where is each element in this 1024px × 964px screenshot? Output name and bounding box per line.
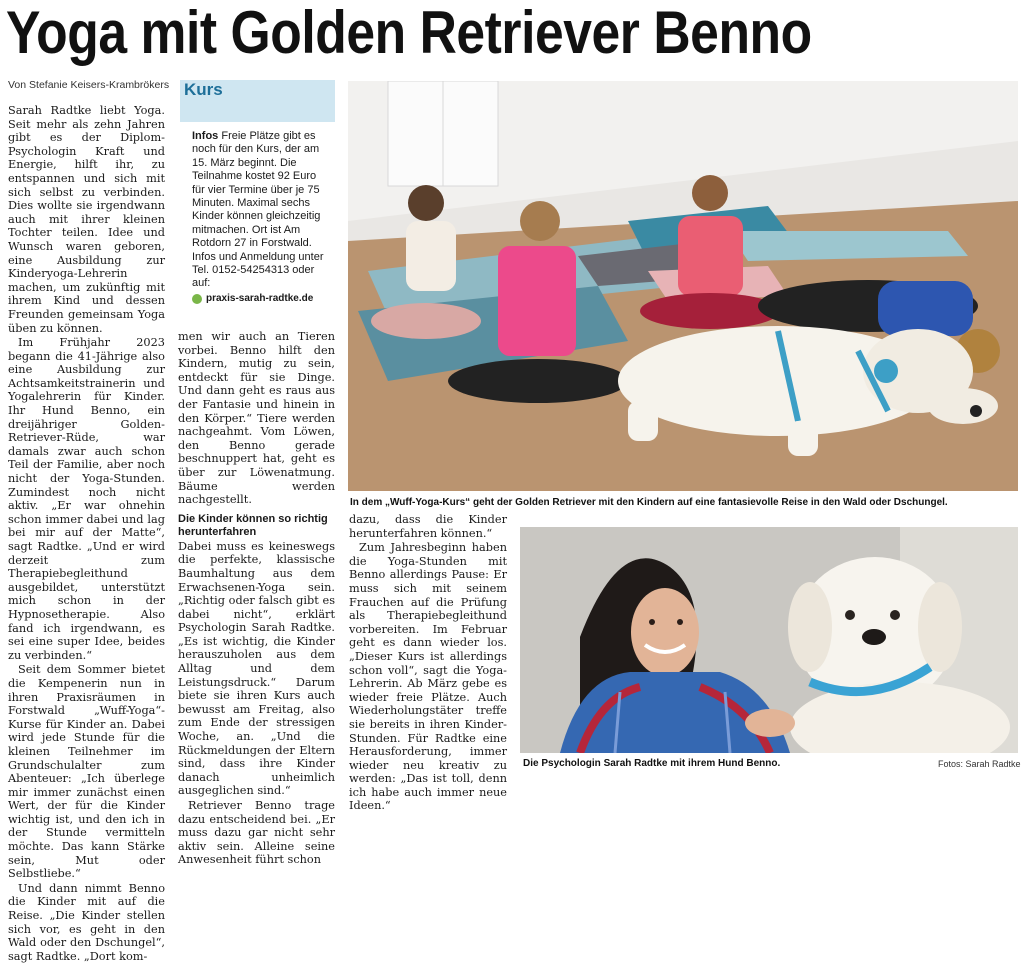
paragraph: Retriever Benno trage dazu entscheidend bei. „Er muss dazu gar nicht sehr aktiv sein. Alleine seine Anwesenheit führt schon — [178, 799, 335, 867]
article-column-2 — [178, 330, 335, 868]
photo-kids-yoga-image — [348, 81, 1018, 491]
kurs-lead: Infos — [192, 130, 219, 142]
paragraph: men wir auch an Tieren vorbei. Benno hilft den Kindern, mutig zu sein, entdeckt für sie Dinge. Und dann geht es raus aus der Fantasie und hinein in den Körper.“ Tiere werden nachgeahmt. Vom Löwen, den Benno gerade beschnuppert hat, geht es über zur Löwenatmung. Bäume werden nachgestellt. — [178, 330, 335, 507]
photo-caption-2: Die Psychologin Sarah Radtke mit ihrem Hund Benno. — [523, 758, 781, 769]
paragraph: Sarah Radtke liebt Yoga. Seit mehr als zehn Jahren gibt es der Diplom-Psychologin Kraft und Energie, hilft ihr, zu entspannen und sich mit sich selbst zu verbinden. Dies wollte sie irgendwann auch mit ihrer kleinen Tochter teilen. Idee und Wunsch waren geboren, eine Ausbildung zur Kinderyoga-Lehrerin machen, um zukünftig mit ihrem Kind und dessen Freunden gemeinsam Yoga üben zu können. — [8, 104, 165, 335]
paragraph: dazu, dass die Kinder herunterfahren können.“ — [349, 513, 507, 540]
paragraph: Zum Jahresbeginn haben die Yoga-Stunden mit Benno allerdings Pause: Er muss sich mit seinem Frauchen auf die Prüfung als Therapiebegleithund vorbereiten. Im Februar geht es dann wieder los. „Dieser Kurs ist allerdings schon voll“, sagt die Yoga-Lehrerin. Ab März gebe es wieder freie Plätze. Auch Wiederholungstäter treffe sie bereits in ihren Kinder-Stunden. Für Radtke eine Herausforderung, immer wieder neu kreativ zu werden: „Das ist toll, denn ich habe auch immer neue Ideen.“ — [349, 541, 507, 813]
kurs-url[interactable]: praxis-sarah-radtke.de — [206, 292, 314, 304]
photo-caption-1: In dem „Wuff-Yoga-Kurs“ geht der Golden Retriever mit den Kindern auf eine fantasievolle Reise in den Wald oder Dschungel. — [350, 497, 948, 508]
article-column-3 — [349, 513, 507, 814]
photo-radtke-benno-image — [520, 527, 1018, 753]
kurs-text: Freie Plätze gibt es noch für den Kurs, der am 15. März beginnt. Die Teilnahme kostet 92 Euro für vier Termine über je 75 Minuten. Maximal sechs Kinder können gleichzeitig mitmachen. Ort ist Am Rotdorn 27 in Forstwald. Infos und Anmeldung unter Tel. 0152-54254313 oder auf: — [192, 130, 324, 290]
subheading: Die Kinder können so richtig herunterfahren — [178, 512, 328, 538]
kurs-info — [192, 130, 332, 305]
paragraph: Und dann nimmt Benno die Kinder mit auf die Reise. „Die Kinder stellen sich vor, es geht in den Wald oder den Dschungel“, sagt Radtke. „Dort kom- — [8, 881, 165, 963]
link-icon — [192, 294, 202, 304]
headline: Yoga mit Golden Retriever Benno — [6, 0, 812, 66]
photo-radtke-benno — [520, 527, 1018, 753]
byline: Von Stefanie Keisers-Krambrökers — [8, 79, 170, 91]
kurs-title: Kurs — [184, 80, 223, 99]
photo-kids-yoga — [348, 81, 1018, 491]
article-column-1 — [8, 104, 165, 964]
photo-credit: Fotos: Sarah Radtke — [938, 759, 1021, 769]
paragraph: Im Frühjahr 2023 begann die 41-Jährige also eine Ausbildung zur Achtsamkeitstrainerin und Yogalehrerin für Kinder. Ihr Hund Benno, ein dreijähriger Golden-Retriever-Rüde, war damals zwar auch schon Teil der Familie, aber noch nicht der Yoga-Stunden. Zumindest noch nicht aktiv. „Er war ohnehin schon immer dabei und lag bei mir auf der Matte“, sagt Radtke. „Und er wird derzeit zum Therapiebegleithund ausgebildet, unterstützt mich schon in der Hypnosetherapie. Also fand ich irgendwann, es sei eine super Idee, beides zu verbinden.“ — [8, 336, 165, 662]
paragraph: Seit dem Sommer bietet die Kempenerin nun in ihren Praxisräumen in Forstwald „Wuff-Yoga“-Kurse für Kinder an. Dabei wird jede Stunde für die kleinen Teilnehmer im Grundschulalter zum Abenteuer: „Ich überlege mir immer zunächst einen Wert, der für die Kinder wichtig ist, und den ich in der Stunde vermitteln möchte. Das kann Stärke sein, Mut oder Selbstliebe.“ — [8, 663, 165, 881]
paragraph: Dabei muss es keineswegs die perfekte, klassische Baumhaltung aus dem Erwachsenen-Yoga sein. „Richtig oder falsch gibt es dabei nicht“, erklärt Psychologin Sarah Radtke. „Es ist wichtig, die Kinder herauszuholen aus dem Alltag und dem Leistungsdruck.“ Darum biete sie ihren Kurs auch bewusst am Freitag, also zum Ende der stressigen Woche, an. „Und die Rückmeldungen der Eltern sind, dass ihre Kinder danach unheimlich ausgeglichen sind.“ — [178, 539, 335, 798]
